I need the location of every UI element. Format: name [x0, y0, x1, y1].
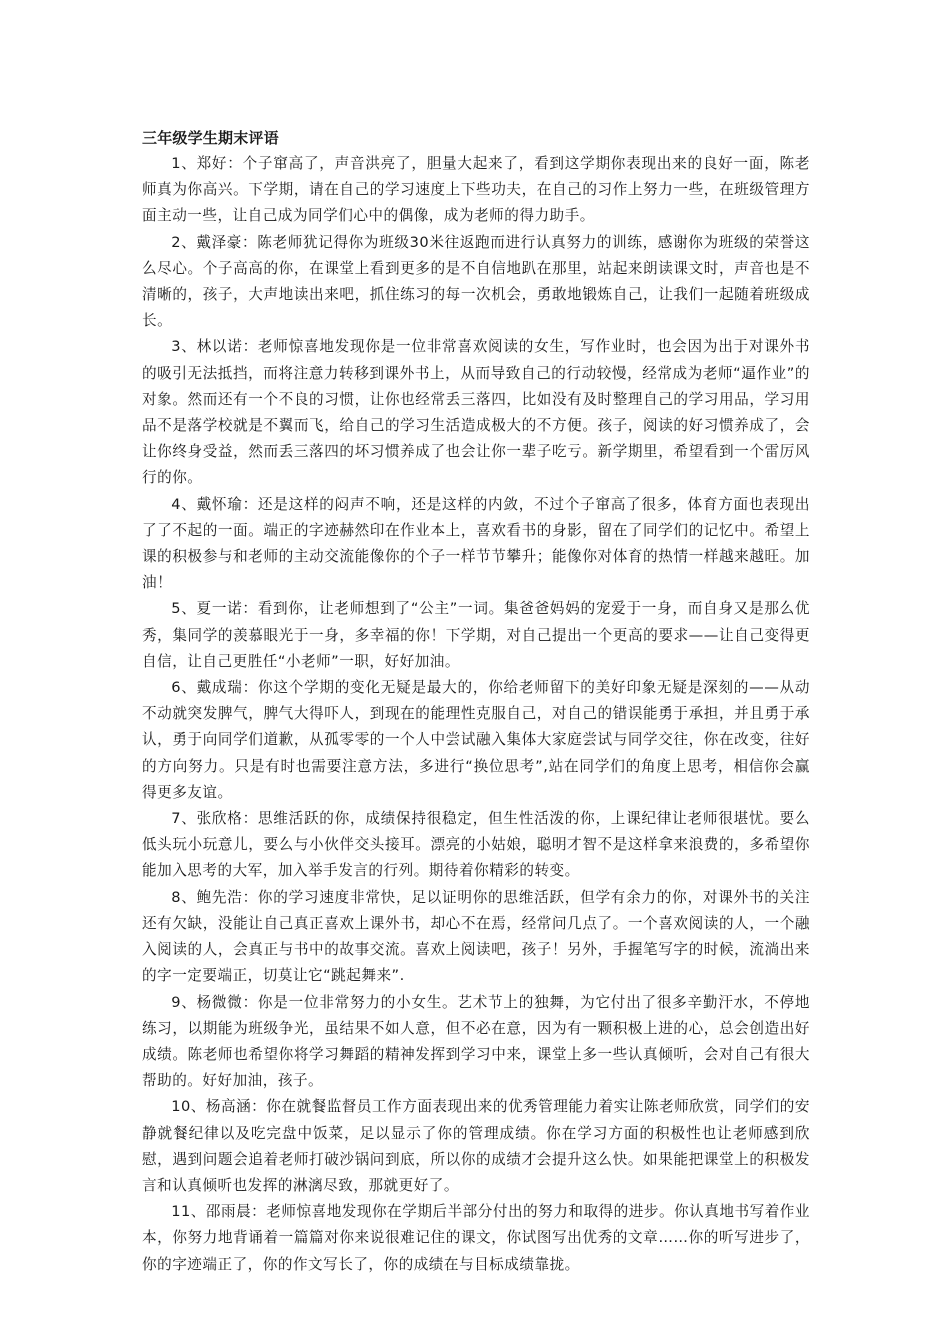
comment-list: [142, 151, 810, 1278]
comment-paragraph: 8、鲍先浩：你的学习速度非常快，足以证明你的思维活跃，但学有余力的你，对课外书的关注还有欠缺，没能让自己真正喜欢上课外书，却心不在焉，经常问几点了。一个喜欢阅读的人，一个融入阅读的人，会真正与书中的故事交流。喜欢上阅读吧，孩子！另外，手握笔写字的时候，流淌出来的字一定要端正，切莫让它“跳起舞来”.: [142, 888, 810, 985]
comment-paragraph: 5、夏一诺：看到你，让老师想到了“公主”一词。集爸爸妈妈的宠爱于一身，而自身又是那么优秀，集同学的羡慕眼光于一身，多幸福的你！下学期，对自己提出一个更高的要求——让自己变得更自信，让自己更胜任“小老师”一职，好好加油。: [142, 600, 810, 670]
comment-paragraph: 3、林以诺：老师惊喜地发现你是一位非常喜欢阅读的女生，写作业时，也会因为出于对课外书的吸引无法抵挡，而将注意力转移到课外书上，从而导致自己的行动较慢，经常成为老师“逼作业”的对象。然而还有一个不良的习惯，让你也经常丢三落四，比如没有及时整理自己的学习用品，学习用品不是落学校就是不翼而飞，给自己的学习生活造成极大的不方便。孩子，阅读的好习惯养成了，会让你终身受益，然而丢三落四的坏习惯养成了也会让你一辈子吃亏。新学期里，希望看到一个雷厉风行的你。: [142, 338, 811, 487]
document-page: [142, 125, 810, 1278]
comment-paragraph: 1、郑好：个子窜高了，声音洪亮了，胆量大起来了，看到这学期你表现出来的良好一面，陈老师真为你高兴。下学期，请在自己的学习速度上下些功夫，在自己的习作上努力一些，在班级管理方面主动一些，让自己成为同学们心中的偶像，成为老师的得力助手。: [142, 155, 810, 225]
comment-paragraph: 9、杨微微：你是一位非常努力的小女生。艺术节上的独舞，为它付出了很多辛勤汗水，不停地练习，以期能为班级争光，虽结果不如人意，但不必在意，因为有一颗积极上进的心，总会创造出好成绩。陈老师也希望你将学习舞蹈的精神发挥到学习中来，课堂上多一些认真倾听，会对自己有很大帮助的。好好加油，孩子。: [142, 993, 810, 1090]
document-title: 三年级学生期末评语: [142, 129, 279, 147]
comment-paragraph: 4、戴怀瑜：还是这样的闷声不响，还是这样的内敛，不过个子窜高了很多，体育方面也表现出了了不起的一面。端正的字迹赫然印在作业本上，喜欢看书的身影，留在了同学们的记忆中。希望上课的积极参与和老师的主动交流能像你的个子一样节节攀升；能像你对体育的热情一样越来越旺。加油！: [142, 495, 810, 592]
comment-paragraph: 11、邵雨晨：老师惊喜地发现你在学期后半部分付出的努力和取得的进步。你认真地书写着作业本，你努力地背诵着一篇篇对你来说很难记住的课文，你试图写出优秀的文章……你的听写进步了，你的字迹端正了，你的作文写长了，你的成绩在与目标成绩靠拢。: [142, 1203, 810, 1273]
comment-paragraph: 10、杨高涵：你在就餐监督员工作方面表现出来的优秀管理能力着实让陈老师欣赏，同学们的安静就餐纪律以及吃完盘中饭菜，足以显示了你的管理成绩。你在学习方面的积极性也让老师感到欣慰，遇到问题会追着老师打破沙锅问到底，所以你的成绩才会提升这么快。如果能把课堂上的积极发言和认真倾听也发挥的淋漓尽致，那就更好了。: [142, 1098, 810, 1194]
comment-paragraph: 6、戴成瑞：你这个学期的变化无疑是最大的，你给老师留下的美好印象无疑是深刻的——从动不动就突发脾气，脾气大得吓人，到现在的能理性克服自己，对自己的错误能勇于承担，并且勇于承认，勇于向同学们道歉，从孤零零的一个人中尝试融入集体大家庭尝试与同学交往，你在改变，往好的方向努力。只是有时也需要注意方法，多进行“换位思考”,站在同学们的角度上思考，相信你会赢得更多友谊。: [142, 679, 810, 801]
comment-paragraph: 2、戴泽豪：陈老师犹记得你为班级30米往返跑而进行认真努力的训练，感谢你为班级的荣誉这么尽心。个子高高的你，在课堂上看到更多的是不自信地趴在那里，站起来朗读课文时，声音也是不清晰的，孩子，大声地读出来吧，抓住练习的每一次机会，勇敢地锻炼自己，让我们一起随着班级成长。: [142, 233, 810, 330]
comment-paragraph: 7、张欣格：思维活跃的你，成绩保持很稳定，但生性活泼的你，上课纪律让老师很堪忧。要么低头玩小玩意儿，要么与小伙伴交头接耳。漂亮的小姑娘，聪明才智不是这样拿来浪费的，多希望你能加入思考的大军，加入举手发言的行列。期待着你精彩的转变。: [142, 810, 810, 880]
